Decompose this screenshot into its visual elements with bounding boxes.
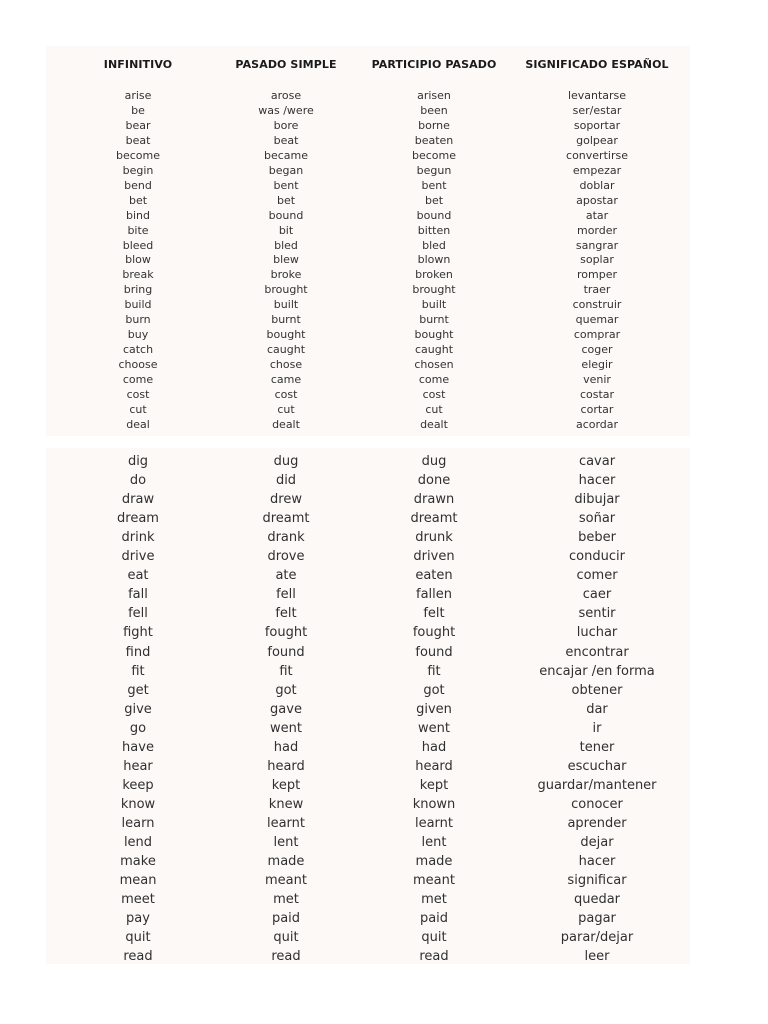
past-participle-cell: burnt	[419, 313, 449, 327]
past-simple-cell: bit	[278, 223, 294, 237]
infinitive-cell: eat	[127, 568, 149, 584]
spanish-meaning-cell: comprar	[573, 328, 621, 342]
infinitive-cell: break	[122, 268, 154, 282]
table-row	[0, 267, 768, 282]
past-simple-cell: fought	[264, 625, 308, 641]
table-row	[0, 327, 768, 342]
past-participle-cell: come	[418, 373, 450, 387]
spanish-meaning-cell: sentir	[578, 606, 616, 622]
table-row	[0, 133, 768, 148]
infinitive-cell: be	[131, 103, 145, 117]
past-participle-cell: dreamt	[410, 511, 458, 527]
table-row	[0, 223, 768, 238]
past-participle-cell: drawn	[413, 492, 455, 508]
past-simple-cell: burnt	[271, 313, 301, 327]
spanish-meaning-cell: leer	[584, 949, 610, 965]
table-row	[0, 452, 768, 471]
past-participle-cell: bound	[416, 208, 452, 222]
spanish-meaning-cell: comer	[576, 568, 618, 584]
spanish-meaning-cell: doblar	[579, 178, 615, 192]
table-row	[0, 528, 768, 547]
header-participio-pasado: PARTICIPIO PASADO	[371, 58, 497, 71]
header-pasado-simple: PASADO SIMPLE	[235, 58, 337, 71]
spanish-meaning-cell: parar/dejar	[560, 930, 634, 946]
past-participle-cell: given	[416, 701, 452, 717]
infinitive-cell: arise	[124, 89, 152, 102]
past-simple-cell: bet	[276, 193, 296, 207]
spanish-meaning-cell: conducir	[569, 549, 625, 565]
table-row	[0, 402, 768, 417]
past-simple-cell: did	[275, 473, 297, 489]
past-simple-cell: broke	[270, 268, 302, 282]
spanish-meaning-cell: tener	[579, 739, 615, 755]
infinitive-cell: bring	[123, 283, 153, 297]
infinitive-cell: drink	[121, 530, 155, 546]
spanish-meaning-cell: dibujar	[574, 492, 620, 508]
past-simple-cell: fell	[276, 587, 296, 603]
infinitive-cell: cost	[126, 388, 150, 401]
table-row	[0, 297, 768, 312]
infinitive-cell: hear	[123, 758, 153, 774]
infinitive-cell: bleed	[122, 238, 154, 252]
table-row	[0, 490, 768, 509]
past-participle-cell: heard	[415, 758, 453, 774]
past-simple-cell: bled	[274, 238, 298, 252]
infinitive-cell: fit	[131, 663, 145, 679]
past-simple-cell: caught	[266, 343, 306, 357]
spanish-meaning-cell: morder	[576, 223, 618, 237]
past-participle-cell: caught	[414, 343, 454, 357]
past-simple-cell: quit	[273, 930, 299, 946]
spanish-meaning-cell: cavar	[578, 454, 616, 469]
table-row	[0, 738, 768, 757]
past-simple-cell: read	[271, 949, 301, 965]
past-participle-cell: got	[423, 682, 445, 698]
table-row	[0, 372, 768, 387]
past-participle-cell: eaten	[415, 568, 453, 584]
past-simple-cell: met	[273, 892, 299, 908]
infinitive-cell: keep	[122, 777, 154, 793]
table-row	[0, 118, 768, 133]
past-simple-cell: learnt	[266, 815, 306, 831]
spanish-meaning-cell: acordar	[575, 417, 619, 431]
past-participle-cell: arisen	[417, 89, 451, 102]
past-participle-cell: driven	[413, 549, 455, 565]
past-simple-cell: dreamt	[262, 511, 310, 527]
past-simple-cell: bound	[268, 208, 304, 222]
spanish-meaning-cell: hacer	[578, 473, 616, 489]
past-simple-cell: got	[275, 682, 297, 698]
infinitive-cell: get	[127, 682, 149, 698]
table-row	[0, 909, 768, 928]
table-row	[0, 238, 768, 253]
past-participle-cell: cut	[425, 402, 443, 416]
past-simple-cell: drank	[267, 530, 305, 546]
spanish-meaning-cell: ser/estar	[572, 103, 622, 117]
past-simple-cell: bought	[266, 328, 306, 342]
infinitive-cell: learn	[121, 815, 155, 831]
past-simple-cell: was /were	[258, 103, 314, 117]
past-simple-cell: kept	[271, 777, 301, 793]
past-participle-cell: beaten	[414, 133, 454, 147]
spanish-meaning-cell: apostar	[576, 193, 618, 207]
past-participle-cell: learnt	[414, 815, 454, 831]
past-simple-cell: came	[270, 373, 302, 387]
table-row	[0, 833, 768, 852]
spanish-meaning-cell: dar	[586, 701, 608, 717]
past-participle-cell: bled	[422, 238, 446, 252]
past-simple-cell: fit	[279, 663, 293, 679]
table-row	[0, 547, 768, 566]
past-participle-cell: bet	[424, 193, 444, 207]
spanish-meaning-cell: significar	[567, 873, 627, 889]
table-row	[0, 776, 768, 795]
spanish-meaning-cell: construir	[572, 298, 622, 312]
infinitive-cell: deal	[126, 417, 150, 431]
infinitive-cell: drive	[121, 549, 155, 565]
spanish-meaning-cell: encajar /en forma	[539, 663, 655, 679]
past-participle-cell: broken	[415, 268, 453, 282]
spanish-meaning-cell: golpear	[576, 133, 618, 147]
table-row	[0, 103, 768, 118]
table-row	[0, 208, 768, 223]
past-simple-cell: arose	[270, 89, 302, 102]
infinitive-cell: come	[122, 373, 154, 387]
table-row	[0, 357, 768, 372]
table-row	[0, 795, 768, 814]
infinitive-cell: buy	[127, 328, 149, 342]
infinitive-cell: cut	[129, 402, 147, 416]
past-simple-cell: lent	[273, 835, 299, 850]
spanish-meaning-cell: quemar	[575, 313, 619, 327]
table-row	[0, 585, 768, 604]
spanish-meaning-cell: caer	[582, 587, 612, 603]
past-simple-cell: knew	[268, 796, 304, 812]
infinitive-cell: bend	[124, 178, 152, 192]
infinitive-cell: catch	[122, 343, 154, 357]
table-row	[0, 871, 768, 890]
past-participle-cell: done	[417, 473, 451, 489]
past-simple-cell: had	[273, 739, 299, 755]
table-row	[0, 178, 768, 193]
past-participle-cell: made	[415, 854, 453, 870]
infinitive-cell: make	[120, 854, 156, 870]
infinitive-cell: lend	[123, 835, 153, 850]
infinitive-cell: pay	[126, 911, 150, 927]
past-participle-cell: drunk	[415, 530, 453, 546]
spanish-meaning-cell: soplar	[580, 253, 614, 267]
past-simple-cell: made	[267, 854, 305, 870]
past-participle-cell: kept	[419, 777, 449, 793]
past-simple-cell: chose	[269, 358, 303, 372]
spanish-meaning-cell: quedar	[573, 892, 621, 908]
past-participle-cell: dug	[421, 454, 447, 469]
table-row	[0, 193, 768, 208]
infinitive-cell: draw	[121, 492, 155, 508]
spanish-meaning-cell: hacer	[578, 854, 616, 870]
table-row	[0, 623, 768, 642]
past-simple-cell: heard	[267, 758, 305, 774]
table-row	[0, 947, 768, 966]
past-simple-cell: cut	[277, 402, 295, 416]
past-simple-cell: built	[273, 298, 299, 312]
spanish-meaning-cell: obtener	[571, 682, 623, 698]
table-row	[0, 757, 768, 776]
infinitive-cell: fight	[123, 625, 153, 641]
spanish-meaning-cell: pagar	[578, 911, 616, 927]
infinitive-cell: dig	[127, 454, 149, 469]
spanish-meaning-cell: guardar/mantener	[537, 777, 657, 793]
past-simple-cell: felt	[275, 606, 297, 622]
past-simple-cell: gave	[270, 701, 302, 717]
spanish-meaning-cell: beber	[578, 530, 616, 546]
past-simple-cell: found	[267, 644, 305, 660]
table-row	[0, 417, 768, 432]
infinitive-cell: choose	[118, 358, 158, 372]
past-participle-cell: lent	[421, 835, 447, 850]
past-simple-cell: paid	[271, 911, 301, 927]
past-simple-cell: bent	[273, 178, 299, 192]
infinitive-cell: burn	[125, 313, 151, 327]
past-participle-cell: known	[412, 796, 456, 812]
past-participle-cell: felt	[423, 606, 445, 622]
past-participle-cell: fit	[427, 663, 441, 679]
past-simple-cell: cost	[274, 388, 298, 401]
past-participle-cell: dealt	[420, 417, 448, 431]
table-row	[0, 719, 768, 738]
table-row	[0, 471, 768, 490]
table-row	[0, 88, 768, 103]
past-participle-cell: quit	[421, 930, 447, 946]
table-row	[0, 566, 768, 585]
past-participle-cell: fought	[412, 625, 456, 641]
table-row	[0, 814, 768, 833]
infinitive-cell: give	[124, 701, 152, 717]
spanish-meaning-cell: levantarse	[567, 89, 627, 102]
table-row	[0, 928, 768, 947]
table-row	[0, 252, 768, 267]
infinitive-cell: fell	[128, 606, 148, 622]
past-participle-cell: found	[415, 644, 453, 660]
spanish-meaning-cell: venir	[583, 373, 611, 387]
past-participle-cell: paid	[419, 911, 449, 927]
spanish-meaning-cell: costar	[579, 388, 615, 401]
spanish-meaning-cell: luchar	[576, 625, 618, 641]
infinitive-cell: blow	[125, 253, 151, 267]
spanish-meaning-cell: convertirse	[566, 148, 628, 162]
table-row	[0, 163, 768, 178]
table-row	[0, 342, 768, 357]
infinitive-cell: mean	[119, 873, 157, 889]
infinitive-cell: bite	[127, 223, 149, 237]
spanish-meaning-cell: escuchar	[567, 758, 627, 774]
table-row	[0, 700, 768, 719]
past-simple-cell: became	[263, 148, 309, 162]
spanish-meaning-cell: sangrar	[575, 238, 619, 252]
spanish-meaning-cell: traer	[583, 283, 611, 297]
spanish-meaning-cell: cortar	[580, 402, 614, 416]
past-simple-cell: blew	[273, 253, 299, 267]
spanish-meaning-cell: empezar	[572, 163, 622, 177]
past-participle-cell: met	[421, 892, 447, 908]
table-row	[0, 681, 768, 700]
table-row	[0, 852, 768, 871]
spanish-meaning-cell: conocer	[571, 796, 623, 812]
spanish-meaning-cell: soportar	[573, 118, 621, 132]
table-row	[0, 604, 768, 623]
past-participle-cell: fallen	[415, 587, 453, 603]
past-simple-cell: went	[270, 720, 302, 736]
infinitive-cell: find	[125, 644, 151, 660]
infinitive-cell: fall	[128, 587, 148, 603]
past-simple-cell: drew	[270, 492, 302, 508]
past-participle-cell: bent	[421, 178, 447, 192]
table-row	[0, 282, 768, 297]
infinitive-cell: quit	[125, 930, 151, 946]
past-simple-cell: brought	[264, 283, 308, 297]
past-simple-cell: ate	[275, 568, 297, 584]
infinitive-cell: bet	[128, 193, 148, 207]
table-row	[0, 890, 768, 909]
past-participle-cell: went	[418, 720, 450, 736]
past-simple-cell: beat	[273, 133, 299, 147]
infinitive-cell: bind	[126, 208, 150, 222]
spanish-meaning-cell: encontrar	[565, 644, 629, 660]
infinitive-cell: bear	[125, 118, 151, 132]
table-row	[0, 387, 768, 402]
past-simple-cell: bore	[273, 118, 299, 132]
spanish-meaning-cell: romper	[577, 268, 617, 282]
past-participle-cell: begun	[416, 163, 452, 177]
table-row	[0, 643, 768, 662]
past-participle-cell: brought	[412, 283, 456, 297]
infinitive-cell: dream	[117, 511, 159, 527]
infinitive-cell: build	[124, 298, 152, 312]
spanish-meaning-cell: elegir	[581, 358, 613, 372]
past-participle-cell: been	[420, 103, 448, 117]
past-participle-cell: built	[421, 298, 447, 312]
spanish-meaning-cell: aprender	[567, 815, 627, 831]
table-row	[0, 662, 768, 681]
past-participle-cell: borne	[418, 118, 450, 132]
spanish-meaning-cell: soñar	[578, 511, 616, 527]
past-simple-cell: dealt	[272, 417, 300, 431]
spanish-meaning-cell: atar	[585, 208, 609, 222]
infinitive-cell: become	[115, 148, 161, 162]
past-participle-cell: blown	[417, 253, 451, 267]
header-infinitivo: INFINITIVO	[103, 58, 173, 71]
infinitive-cell: know	[120, 796, 156, 812]
past-participle-cell: chosen	[414, 358, 454, 372]
past-participle-cell: read	[419, 949, 449, 965]
table-row	[0, 148, 768, 163]
past-participle-cell: meant	[413, 873, 455, 889]
past-participle-cell: bitten	[417, 223, 451, 237]
header-significado-espanol: SIGNIFICADO ESPAÑOL	[525, 58, 669, 71]
past-simple-cell: dug	[273, 454, 299, 469]
past-participle-cell: become	[411, 148, 457, 162]
infinitive-cell: go	[129, 720, 147, 736]
spanish-meaning-cell: ir	[592, 720, 602, 736]
infinitive-cell: read	[123, 949, 153, 965]
past-simple-cell: meant	[265, 873, 307, 889]
spanish-meaning-cell: dejar	[580, 835, 614, 850]
table-row	[0, 312, 768, 327]
infinitive-cell: do	[129, 473, 147, 489]
infinitive-cell: have	[122, 739, 154, 755]
infinitive-cell: beat	[125, 133, 151, 147]
past-simple-cell: drove	[267, 549, 305, 565]
past-participle-cell: bought	[414, 328, 454, 342]
past-participle-cell: cost	[422, 388, 446, 401]
infinitive-cell: meet	[121, 892, 155, 908]
infinitive-cell: begin	[122, 163, 154, 177]
past-participle-cell: had	[421, 739, 447, 755]
table-row	[0, 509, 768, 528]
spanish-meaning-cell: coger	[581, 343, 613, 357]
past-simple-cell: began	[268, 163, 304, 177]
